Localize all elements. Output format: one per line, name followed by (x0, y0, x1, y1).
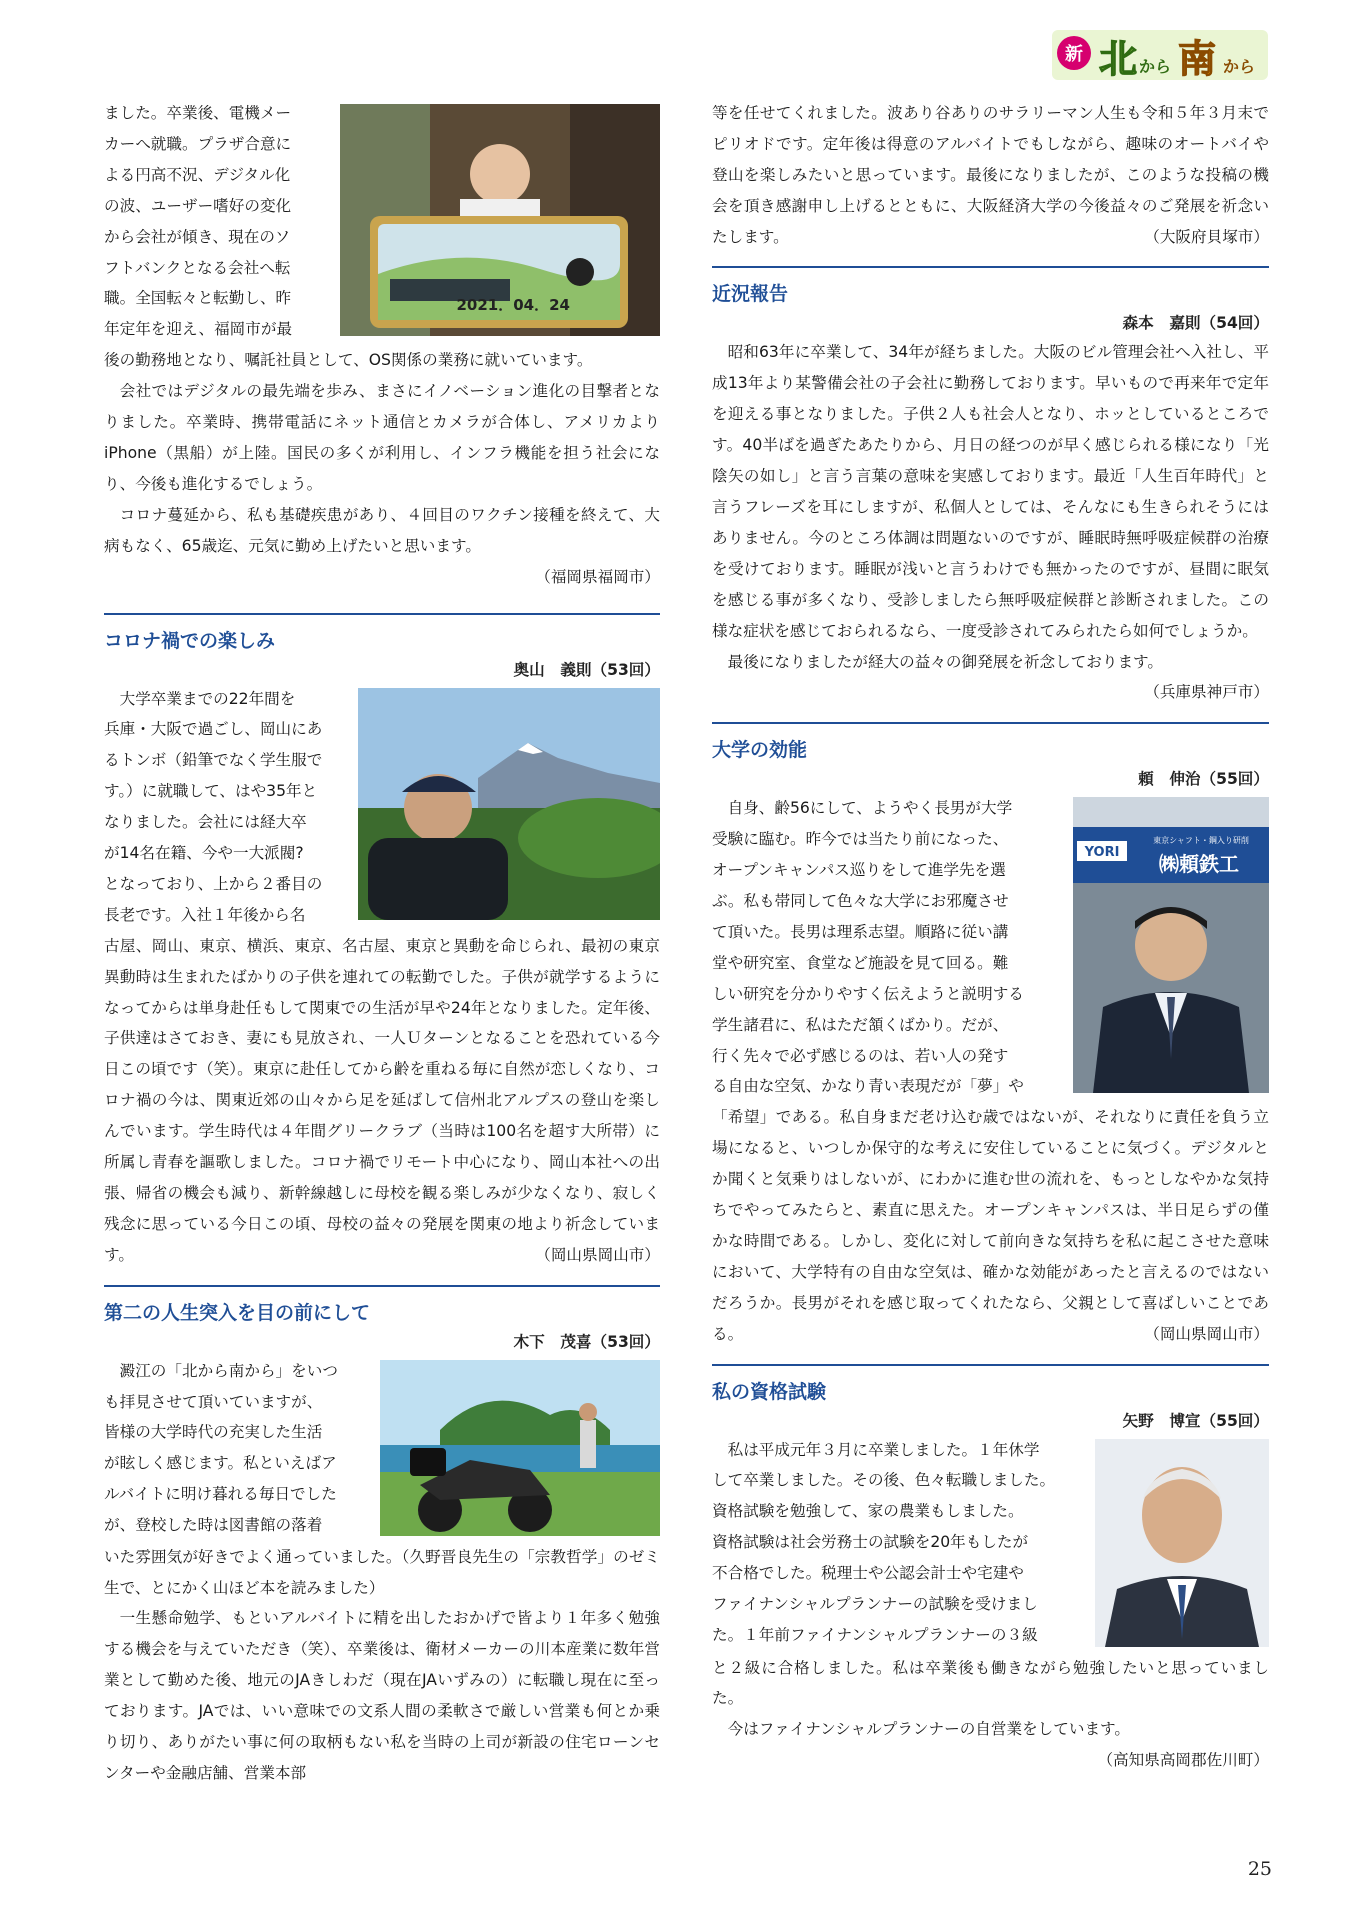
photo-man-mountain (358, 688, 660, 920)
author-name: 森本 嘉則（54回） (1122, 314, 1269, 333)
intro-line: す。）に就職して、はや35年と (104, 782, 318, 801)
paragraph: 会社ではデジタルの最先端を歩み、まさにイノベーション進化の目撃者となりました。卒業時、携帯電話にネット通信とカメラが合体し、アメリカよりiPhone（黒船）が上陸。国民の多くが利用し、インフラ機能を担う社会になり、今後も進化するでしょう。 (104, 382, 660, 493)
intro-line: ました。卒業後、電機メー (104, 104, 292, 122)
intro-line: 大学卒業までの22年間を (119, 689, 296, 708)
logo-kita: 北 (1098, 37, 1138, 81)
intro-line: 私は平成元年３月に卒業しました。１年休学 (727, 1440, 1040, 1459)
photo-man-factory-sign (1073, 797, 1269, 1093)
paragraph: 「希望」である。私自身まだ老け込む歳ではないが、それなりに責任を負う立場になると、いつしか保守的な考えに安住していることに気づく。デジタルとか聞くと気乗りはしないが、にわかに進む世の流れを、もっとしなやかな気持ちでやってみたらと、素直に思えた。オープンキャンパスは、半日足らずの僅かな時間である。しかし、変化に対して前向きな気持ちを私に起こさせた意味において、大学特有の自由な空気は、確かな効能があったと言えるのではないだろうか。長男がそれを感じ取ってくれたなら、父親として喜ばしいことである。 (712, 1108, 1269, 1343)
intro-line: た。１年前ファイナンシャルプランナーの３級 (712, 1625, 1038, 1644)
intro-line: 自身、齢56にして、ようやく長男が大学 (727, 799, 1013, 818)
series-logo (1050, 26, 1270, 84)
sign-yori-logo: YORI (1084, 845, 1120, 861)
logo-new: 新 (1065, 44, 1083, 65)
intro-line: ぶ。私も帯同して色々な大学にお邪魔させ (712, 892, 1009, 911)
intro-line: て頂いた。長男は理系志望。順路に従い講 (712, 922, 1009, 941)
intro-line: 不合格でした。税理士や公認会計士や宅建や (712, 1564, 1024, 1583)
article-qualification-exam (712, 1366, 1269, 1777)
paragraph: 古屋、岡山、東京、横浜、東京、名古屋、東京と異動を命じられ、最初の東京異動時は生まれたばかりの子供を連れての転勤でした。子供が就学するようになってからは単身赴任もして関東での生活が早や24年となりました。定年後、子供達はさておき、妻にも見放され、一人Ｕターンとなることを恐れている今日この頃です（笑）。東京に赴任してから齢を重ねる毎に自然が恋しくなり、コロナ禍の今は、関東近郊の山々から足を延ばして信州北アルプスの登山を楽しんでいます。学生時代は４年間グリークラブ（当時は100名を超す大所帯）に所属し青春を謳歌しました。コロナ禍でリモート中心になり、岡山本社への出張、帰省の機会も減り、新幹線越しに母校を観る楽しみが少なくなり、寂しく残念に思っている今日この頃、母校の益々の発展を関東の地より祈念しています。 (104, 936, 660, 1264)
article-continuation-fukuoka (104, 98, 660, 593)
sign-company-name: ㈱頼鉄工 (1159, 852, 1239, 877)
intro-line: 学生諸君に、私はただ頷くばかり。だが、 (712, 1015, 1009, 1034)
article-university-effect (712, 724, 1269, 1349)
intro-line: となっており、上から２番目の (104, 874, 323, 893)
photo-man-with-train-sign (340, 104, 660, 336)
intro-line: しい研究を分かりやすく伝えようと説明する (712, 984, 1024, 1003)
logo-kara-1: から (1138, 57, 1172, 76)
intro-line: 行く先々で必ず感じるのは、若い人の発す (712, 1046, 1009, 1065)
intro-line: から会社が傾き、現在のソ (104, 227, 291, 246)
paragraph: 後の勤務地となり、嘱託社員として、OS関係の業務に就いています。 (104, 351, 593, 370)
intro-line: 澱江の「北から南から」をいつ (119, 1361, 338, 1380)
intro-line: して卒業しました。その後、色々転職しました。 (712, 1471, 1056, 1490)
author-place: （高知県高岡郡佐川町） (1097, 1751, 1269, 1770)
paragraph: いた雰囲気が好きでよく通っていました。（久野晋良先生の「宗教哲学」のゼミ生で、とにかく山ほど本を読みました） (104, 1547, 660, 1597)
intro-line: が眩しく感じます。私といえばア (104, 1454, 337, 1473)
article-title: 第二の人生突入を目の前にして (104, 1301, 371, 1324)
intro-line: ファイナンシャルプランナーの試験を受けまし (712, 1595, 1038, 1614)
logo-kara-2: から (1222, 57, 1256, 76)
logo-minami: 南 (1177, 37, 1217, 81)
photo-man-portrait (1095, 1439, 1269, 1647)
paragraph: 一生懸命勉学、もといアルバイトに精を出したおかげで皆より１年多く勉強する機会を与えていただき（笑）、卒業後は、衛材メーカーの川本産業に数年営業として勤めた後、地元のJAきしわだ（現在JAいずみの）に転職し現在に至っております。JAでは、いい意味での文系人間の柔軟さで厳しい営業も何とか乗り切り、ありがたい事に何の取柄もない私を当時の上司が新設の住宅ローンセンターや金融店舗、営業本部 (104, 1609, 660, 1782)
article-recent-report (712, 268, 1269, 708)
author-place: （大阪府貝塚市） (1144, 227, 1269, 246)
author-place: （岡山県岡山市） (535, 1245, 660, 1264)
intro-line: 資格試験を勉強して、家の農業もしました。 (712, 1502, 1024, 1521)
article-second-life-continued (712, 98, 1269, 252)
intro-line: なりました。会社には経大卒 (104, 813, 307, 832)
intro-line: が、登校した時は図書館の落着 (104, 1516, 323, 1535)
intro-line: の波、ユーザー嗜好の変化 (104, 196, 292, 215)
paragraph: と２級に合格しました。私は卒業後も働きながら勉強したいと思っていました。 (712, 1658, 1269, 1708)
page-number: 25 (1247, 1858, 1272, 1880)
intro-line: 兵庫・大阪で過ごし、岡山にあ (104, 720, 323, 739)
author-place: （岡山県岡山市） (1144, 1324, 1269, 1343)
paragraph: 最後になりましたが経大の益々の御発展を祈念しております。 (727, 652, 1163, 671)
article-title: 私の資格試験 (712, 1380, 827, 1403)
intro-line: 受験に臨む。昨今では当たり前になった、 (712, 830, 1009, 849)
paragraph: 等を任せてくれました。波あり谷ありのサラリーマン人生も令和５年３月末でピリオドです。定年後は得意のアルバイトでもしながら、趣味のオートバイや登山を楽しみたいと思っています。最後になりましたが、このような投稿の機会を頂き感謝申し上げるとともに、大阪経済大学の今後益々のご発展を祈念いたします。 (712, 104, 1269, 246)
article-title: 大学の効能 (712, 739, 808, 762)
photo-motorcycle-seaside (380, 1360, 660, 1536)
intro-line: 皆様の大学時代の充実した生活 (104, 1423, 323, 1442)
intro-line: が14名在籍、今や一大派閥? (104, 844, 304, 863)
photo-sign-date: 2021．04．24 (456, 296, 570, 314)
intro-line: る自由な空気、かなり青い表現だが「夢」や (712, 1077, 1024, 1096)
intro-line: 資格試験は社会労務士の試験を20年もしたが (712, 1533, 1029, 1552)
intro-line: も拝見させて頂いていますが、 (104, 1392, 323, 1411)
article-second-life (104, 1287, 660, 1789)
author-place: （兵庫県神戸市） (1144, 683, 1269, 702)
intro-line: よる円高不況、デジタル化 (104, 165, 291, 184)
intro-line: オープンキャンパス巡りをして進学先を選 (712, 861, 1006, 880)
intro-line: るトンボ（鉛筆でなく学生服で (104, 751, 323, 770)
paragraph: コロナ蔓延から、私も基礎疾患があり、４回目のワクチン接種を終えて、大病もなく、65歳迄、元気に勤め上げたいと思います。 (104, 505, 660, 555)
article-title: コロナ禍での楽しみ (104, 629, 276, 652)
author-name: 矢野 博宣（55回） (1122, 1411, 1269, 1430)
author-name: 木下 茂喜（53回） (513, 1332, 660, 1351)
author-place: （福岡県福岡市） (535, 567, 660, 586)
article-corona-enjoyment (104, 615, 660, 1271)
article-title: 近況報告 (712, 283, 789, 306)
right-column (712, 98, 1269, 1776)
intro-line: 長老です。入社１年後から名 (104, 905, 306, 924)
author-name: 頼 伸治（55回） (1138, 770, 1269, 789)
intro-line: フトバンクとなる会社へ転 (104, 258, 291, 277)
intro-line: 年定年を迎え、福岡市が最 (104, 320, 293, 339)
intro-line: 職。全国転々と転勤し、昨 (104, 289, 292, 308)
left-column (104, 98, 660, 1789)
intro-line: ルバイトに明け暮れる毎日でした (104, 1485, 337, 1504)
intro-line: 堂や研究室、食堂など施設を見て回る。難 (712, 953, 1009, 972)
sign-small-text: 東京シャフト・鋼入り研削 (1153, 836, 1249, 846)
paragraph: 今はファイナンシャルプランナーの自営業をしています。 (727, 1720, 1130, 1739)
intro-line: カーへ就職。プラザ合意に (104, 134, 292, 153)
author-name: 奥山 義則（53回） (513, 660, 660, 679)
paragraph: 昭和63年に卒業して、34年が経ちました。大阪のビル管理会社へ入社し、平成13年より某警備会社の子会社に勤務しております。早いもので再来年で定年を迎える事となりました。子供２人も社会人となり、ホッとしているところです。40半ばを過ぎたあたりから、月日の経つのが早く感じられる様になり「光陰矢の如し」と言う言葉の意味を実感しております。最近「人生百年時代」と言うフレーズを耳にしますが、私個人としては、そんなにも生きられそうにはありません。今のところ体調は問題ないのですが、睡眠時無呼吸症候群の治療を受けております。睡眠が浅いと言うわけでも無かったのですが、昼間に眠気を感じる事が多くなり、受診しましたら無呼吸症候群と診断されました。この様な症状を感じておられるなら、一度受診されてみられたら如何でしょうか。 (712, 343, 1269, 640)
